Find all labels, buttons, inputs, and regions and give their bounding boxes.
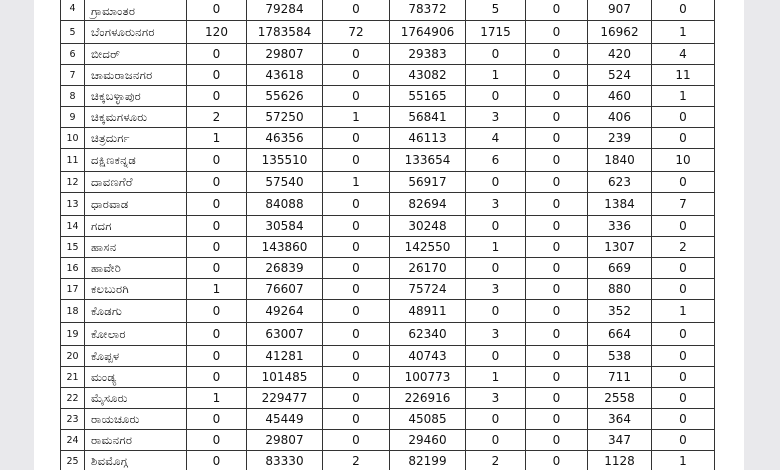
col-2-cell: 49264 — [247, 300, 323, 323]
col-6-cell: 0 — [526, 0, 588, 21]
col-1-cell: 2 — [187, 107, 247, 128]
col-8-cell: 0 — [652, 367, 715, 388]
col-1-cell: 0 — [187, 172, 247, 193]
table-row — [61, 21, 715, 44]
col-6-cell: 0 — [526, 86, 588, 107]
col-3-cell: 0 — [323, 128, 390, 149]
col-6-cell: 0 — [526, 193, 588, 216]
district-name-cell: ಗದಗ — [85, 216, 187, 237]
col-6-cell: 0 — [526, 430, 588, 451]
col-8-cell: 1 — [652, 451, 715, 470]
col-3-cell: 0 — [323, 216, 390, 237]
col-3-cell: 72 — [323, 21, 390, 44]
col-3-cell: 0 — [323, 279, 390, 300]
table-row — [61, 279, 715, 300]
district-name-cell: ದಾವಣಗೆರೆ — [85, 172, 187, 193]
col-8-cell: 0 — [652, 430, 715, 451]
col-6-cell: 0 — [526, 300, 588, 323]
table-row — [61, 65, 715, 86]
col-2-cell: 46356 — [247, 128, 323, 149]
row-number-cell: 7 — [61, 65, 85, 86]
col-6-cell: 0 — [526, 172, 588, 193]
col-7-cell: 538 — [588, 346, 652, 367]
col-1-cell: 0 — [187, 430, 247, 451]
col-3-cell: 1 — [323, 107, 390, 128]
col-1-cell: 0 — [187, 65, 247, 86]
col-1-cell: 0 — [187, 346, 247, 367]
district-data-table — [60, 0, 715, 470]
col-7-cell: 711 — [588, 367, 652, 388]
col-8-cell: 1 — [652, 21, 715, 44]
col-3-cell: 0 — [323, 323, 390, 346]
col-2-cell: 57540 — [247, 172, 323, 193]
col-5-cell: 0 — [466, 300, 526, 323]
col-7-cell: 2558 — [588, 388, 652, 409]
col-7-cell: 347 — [588, 430, 652, 451]
col-6-cell: 0 — [526, 216, 588, 237]
col-1-cell: 0 — [187, 193, 247, 216]
district-name-cell: ರಾಯಚೂರು — [85, 409, 187, 430]
col-6-cell: 0 — [526, 65, 588, 86]
col-6-cell: 0 — [526, 237, 588, 258]
col-7-cell: 1128 — [588, 451, 652, 470]
col-4-cell: 78372 — [390, 0, 466, 21]
district-name-cell: ಕೋಲಾರ — [85, 323, 187, 346]
col-4-cell: 46113 — [390, 128, 466, 149]
col-8-cell: 0 — [652, 409, 715, 430]
col-6-cell: 0 — [526, 107, 588, 128]
col-4-cell: 48911 — [390, 300, 466, 323]
col-3-cell: 0 — [323, 388, 390, 409]
col-4-cell: 56841 — [390, 107, 466, 128]
col-4-cell: 226916 — [390, 388, 466, 409]
col-5-cell: 0 — [466, 409, 526, 430]
col-8-cell: 2 — [652, 237, 715, 258]
col-2-cell: 101485 — [247, 367, 323, 388]
col-2-cell: 83330 — [247, 451, 323, 470]
col-6-cell: 0 — [526, 128, 588, 149]
col-3-cell: 0 — [323, 65, 390, 86]
col-3-cell: 0 — [323, 193, 390, 216]
col-2-cell: 229477 — [247, 388, 323, 409]
district-name-cell: ಬೆಂಗಳೂರುನಗರ — [85, 21, 187, 44]
col-5-cell: 4 — [466, 128, 526, 149]
table-row — [61, 193, 715, 216]
col-1-cell: 0 — [187, 44, 247, 65]
col-8-cell: 1 — [652, 300, 715, 323]
col-8-cell: 0 — [652, 107, 715, 128]
col-4-cell: 29460 — [390, 430, 466, 451]
col-8-cell: 4 — [652, 44, 715, 65]
col-2-cell: 63007 — [247, 323, 323, 346]
col-7-cell: 352 — [588, 300, 652, 323]
col-7-cell: 623 — [588, 172, 652, 193]
district-name-cell: ಹಾಸನ — [85, 237, 187, 258]
district-name-cell: ಗ್ರಾಮಾಂತರ — [85, 0, 187, 21]
col-2-cell: 135510 — [247, 149, 323, 172]
col-4-cell: 82199 — [390, 451, 466, 470]
col-1-cell: 0 — [187, 409, 247, 430]
col-7-cell: 239 — [588, 128, 652, 149]
row-number-cell: 22 — [61, 388, 85, 409]
col-1-cell: 0 — [187, 149, 247, 172]
col-5-cell: 1 — [466, 237, 526, 258]
col-2-cell: 76607 — [247, 279, 323, 300]
row-number-cell: 4 — [61, 0, 85, 21]
col-8-cell: 0 — [652, 258, 715, 279]
district-name-cell: ಚಾಮರಾಜನಗರ — [85, 65, 187, 86]
col-2-cell: 1783584 — [247, 21, 323, 44]
table-row — [61, 388, 715, 409]
row-number-cell: 20 — [61, 346, 85, 367]
col-3-cell: 0 — [323, 430, 390, 451]
col-6-cell: 0 — [526, 451, 588, 470]
col-7-cell: 669 — [588, 258, 652, 279]
col-4-cell: 82694 — [390, 193, 466, 216]
col-5-cell: 3 — [466, 279, 526, 300]
row-number-cell: 12 — [61, 172, 85, 193]
table-row — [61, 44, 715, 65]
row-number-cell: 19 — [61, 323, 85, 346]
table-row — [61, 323, 715, 346]
table-row — [61, 258, 715, 279]
col-2-cell: 41281 — [247, 346, 323, 367]
row-number-cell: 9 — [61, 107, 85, 128]
col-5-cell: 0 — [466, 346, 526, 367]
col-1-cell: 0 — [187, 258, 247, 279]
col-1-cell: 1 — [187, 279, 247, 300]
col-5-cell: 2 — [466, 451, 526, 470]
district-name-cell: ಕೊಪ್ಪಳ — [85, 346, 187, 367]
col-4-cell: 29383 — [390, 44, 466, 65]
col-4-cell: 30248 — [390, 216, 466, 237]
table-row — [61, 367, 715, 388]
district-name-cell: ರಾಮನಗರ — [85, 430, 187, 451]
district-name-cell: ಹಾವೇರಿ — [85, 258, 187, 279]
table-row — [61, 346, 715, 367]
col-8-cell: 0 — [652, 388, 715, 409]
district-name-cell: ಚಿಕ್ಕಬಳ್ಳಾಪುರ — [85, 86, 187, 107]
col-3-cell: 0 — [323, 44, 390, 65]
col-2-cell: 45449 — [247, 409, 323, 430]
col-2-cell: 143860 — [247, 237, 323, 258]
district-name-cell: ಚಿಕ್ಕಮಗಳೂರು — [85, 107, 187, 128]
district-name-cell: ಬೀದರ್ — [85, 44, 187, 65]
col-6-cell: 0 — [526, 149, 588, 172]
row-number-cell: 21 — [61, 367, 85, 388]
col-2-cell: 29807 — [247, 44, 323, 65]
district-name-cell: ಕೊಡಗು — [85, 300, 187, 323]
row-number-cell: 16 — [61, 258, 85, 279]
col-6-cell: 0 — [526, 21, 588, 44]
col-8-cell: 0 — [652, 0, 715, 21]
col-5-cell: 3 — [466, 193, 526, 216]
col-8-cell: 0 — [652, 279, 715, 300]
col-1-cell: 0 — [187, 451, 247, 470]
district-name-cell: ಚಿತ್ರದುರ್ಗ — [85, 128, 187, 149]
col-2-cell: 57250 — [247, 107, 323, 128]
col-1-cell: 0 — [187, 323, 247, 346]
col-5-cell: 0 — [466, 86, 526, 107]
col-4-cell: 62340 — [390, 323, 466, 346]
table-row — [61, 0, 715, 21]
col-4-cell: 75724 — [390, 279, 466, 300]
row-number-cell: 18 — [61, 300, 85, 323]
col-4-cell: 142550 — [390, 237, 466, 258]
col-7-cell: 16962 — [588, 21, 652, 44]
col-7-cell: 364 — [588, 409, 652, 430]
col-5-cell: 6 — [466, 149, 526, 172]
col-2-cell: 29807 — [247, 430, 323, 451]
col-5-cell: 0 — [466, 216, 526, 237]
col-7-cell: 420 — [588, 44, 652, 65]
row-number-cell: 17 — [61, 279, 85, 300]
col-5-cell: 3 — [466, 388, 526, 409]
district-name-cell: ಮಂಡ್ಯ — [85, 367, 187, 388]
col-2-cell: 26839 — [247, 258, 323, 279]
col-3-cell: 0 — [323, 237, 390, 258]
table-body — [61, 0, 715, 470]
col-8-cell: 0 — [652, 216, 715, 237]
col-8-cell: 0 — [652, 172, 715, 193]
col-1-cell: 0 — [187, 367, 247, 388]
row-number-cell: 25 — [61, 451, 85, 470]
table-row — [61, 107, 715, 128]
row-number-cell: 11 — [61, 149, 85, 172]
table-row — [61, 128, 715, 149]
district-name-cell: ಧಾರವಾಡ — [85, 193, 187, 216]
district-name-cell: ಶಿವಮೊಗ್ಗ — [85, 451, 187, 470]
table-row — [61, 430, 715, 451]
col-4-cell: 26170 — [390, 258, 466, 279]
district-name-cell: ಮೈಸೂರು — [85, 388, 187, 409]
col-7-cell: 880 — [588, 279, 652, 300]
col-1-cell: 0 — [187, 86, 247, 107]
col-7-cell: 406 — [588, 107, 652, 128]
col-3-cell: 0 — [323, 0, 390, 21]
col-7-cell: 1840 — [588, 149, 652, 172]
col-6-cell: 0 — [526, 367, 588, 388]
col-7-cell: 336 — [588, 216, 652, 237]
col-1-cell: 0 — [187, 237, 247, 258]
col-8-cell: 0 — [652, 323, 715, 346]
col-7-cell: 1307 — [588, 237, 652, 258]
row-number-cell: 5 — [61, 21, 85, 44]
col-6-cell: 0 — [526, 323, 588, 346]
col-5-cell: 3 — [466, 107, 526, 128]
col-4-cell: 55165 — [390, 86, 466, 107]
col-6-cell: 0 — [526, 258, 588, 279]
col-3-cell: 1 — [323, 172, 390, 193]
col-4-cell: 40743 — [390, 346, 466, 367]
col-6-cell: 0 — [526, 409, 588, 430]
document-page — [34, 0, 744, 470]
col-2-cell: 43618 — [247, 65, 323, 86]
col-7-cell: 460 — [588, 86, 652, 107]
col-5-cell: 0 — [466, 258, 526, 279]
col-3-cell: 0 — [323, 300, 390, 323]
col-3-cell: 2 — [323, 451, 390, 470]
col-5-cell: 1 — [466, 367, 526, 388]
row-number-cell: 6 — [61, 44, 85, 65]
col-5-cell: 1715 — [466, 21, 526, 44]
col-2-cell: 79284 — [247, 0, 323, 21]
table-row — [61, 216, 715, 237]
col-3-cell: 0 — [323, 346, 390, 367]
col-6-cell: 0 — [526, 279, 588, 300]
col-6-cell: 0 — [526, 44, 588, 65]
row-number-cell: 24 — [61, 430, 85, 451]
col-6-cell: 0 — [526, 346, 588, 367]
col-6-cell: 0 — [526, 388, 588, 409]
row-number-cell: 8 — [61, 86, 85, 107]
col-5-cell: 5 — [466, 0, 526, 21]
col-2-cell: 84088 — [247, 193, 323, 216]
col-1-cell: 0 — [187, 0, 247, 21]
table-row — [61, 149, 715, 172]
col-1-cell: 1 — [187, 388, 247, 409]
col-3-cell: 0 — [323, 258, 390, 279]
col-8-cell: 10 — [652, 149, 715, 172]
col-4-cell: 133654 — [390, 149, 466, 172]
row-number-cell: 10 — [61, 128, 85, 149]
district-name-cell: ಕಲಬುರಗಿ — [85, 279, 187, 300]
col-8-cell: 0 — [652, 346, 715, 367]
row-number-cell: 15 — [61, 237, 85, 258]
row-number-cell: 23 — [61, 409, 85, 430]
row-number-cell: 13 — [61, 193, 85, 216]
table-row — [61, 409, 715, 430]
col-5-cell: 0 — [466, 172, 526, 193]
table-row — [61, 172, 715, 193]
col-7-cell: 664 — [588, 323, 652, 346]
col-5-cell: 0 — [466, 430, 526, 451]
col-4-cell: 45085 — [390, 409, 466, 430]
col-4-cell: 56917 — [390, 172, 466, 193]
col-7-cell: 524 — [588, 65, 652, 86]
table-row — [61, 451, 715, 470]
col-5-cell: 1 — [466, 65, 526, 86]
col-3-cell: 0 — [323, 149, 390, 172]
col-5-cell: 3 — [466, 323, 526, 346]
col-1-cell: 0 — [187, 216, 247, 237]
col-2-cell: 55626 — [247, 86, 323, 107]
col-7-cell: 907 — [588, 0, 652, 21]
col-1-cell: 1 — [187, 128, 247, 149]
col-8-cell: 11 — [652, 65, 715, 86]
col-4-cell: 1764906 — [390, 21, 466, 44]
table-row — [61, 86, 715, 107]
table-row — [61, 237, 715, 258]
col-4-cell: 100773 — [390, 367, 466, 388]
col-8-cell: 0 — [652, 128, 715, 149]
col-1-cell: 0 — [187, 300, 247, 323]
col-3-cell: 0 — [323, 367, 390, 388]
row-number-cell: 14 — [61, 216, 85, 237]
table-row — [61, 300, 715, 323]
district-name-cell: ದಕ್ಷಿಣಕನ್ನಡ — [85, 149, 187, 172]
col-3-cell: 0 — [323, 86, 390, 107]
col-7-cell: 1384 — [588, 193, 652, 216]
col-5-cell: 0 — [466, 44, 526, 65]
col-8-cell: 1 — [652, 86, 715, 107]
col-4-cell: 43082 — [390, 65, 466, 86]
col-3-cell: 0 — [323, 409, 390, 430]
col-8-cell: 7 — [652, 193, 715, 216]
col-2-cell: 30584 — [247, 216, 323, 237]
col-1-cell: 120 — [187, 21, 247, 44]
